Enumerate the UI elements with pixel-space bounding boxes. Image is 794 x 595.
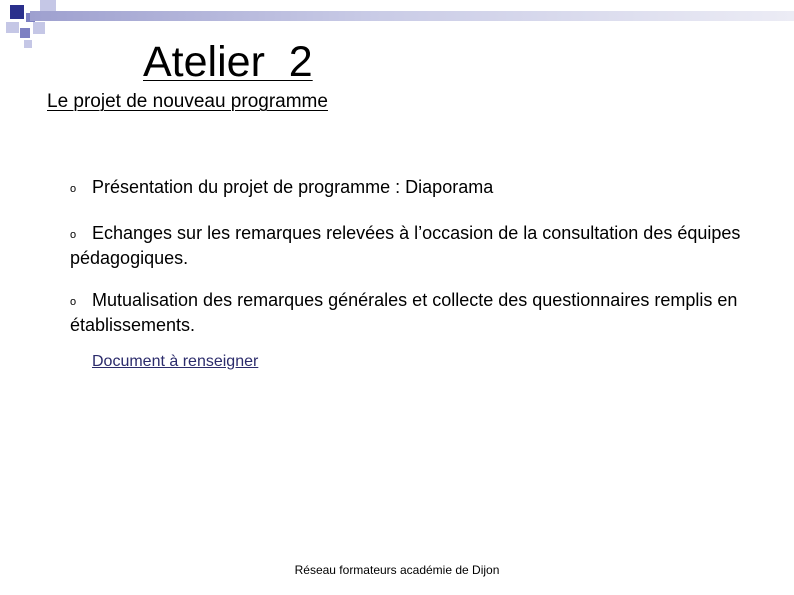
slide-subtitle: Le projet de nouveau programme [47,91,328,112]
slide-footer: Réseau formateurs académie de Dijon [294,563,500,577]
list-item [70,222,790,270]
list-item [70,176,790,201]
bullet-marker: o [70,296,77,308]
document-link[interactable]: Document à renseigner [92,353,259,370]
bullet-marker: o [70,183,77,195]
header-gradient-bar [30,11,794,21]
list-item-text: Mutualisation des remarques générales et collecte des questionnaires remplis en établissements. [70,290,738,335]
slide-title: Atelier 2 [143,38,313,86]
list-item-text: Echanges sur les remarques relevées à l’occasion de la consultation des équipes pédagogiques. [70,223,741,268]
list-item-text: Présentation du projet de programme : Diaporama [92,177,494,197]
bullet-marker: o [70,229,77,241]
list-item [70,289,790,337]
